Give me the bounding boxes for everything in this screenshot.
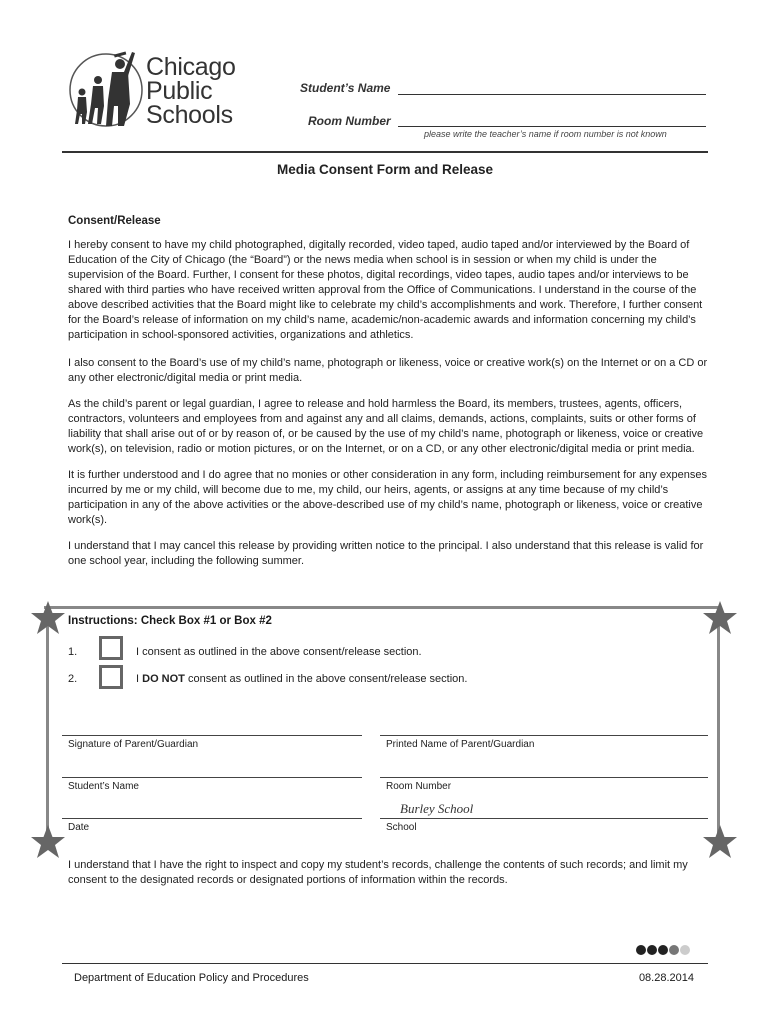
page-title: Media Consent Form and Release — [276, 162, 494, 177]
student-name-field[interactable] — [398, 94, 706, 95]
paragraph-release: As the child’s parent or legal guardian, I agree to release and hold harmless the Board, its members, trustees, agents, officers, contractors, volunteers and employees from and against any and all claims, demands, actions, complaints, suits or other forms of liability that shall arise out of or by reason of, or be caused by the use of my child’s name, photograph or likeness, voice or creative work(s), on television, radio or motion pictures, or on the Internet, or on a CD, or any other electronic/digital media or print media. — [68, 398, 704, 455]
cps-logo — [68, 44, 248, 134]
logo-line-public: Public — [146, 77, 213, 105]
room-number-signature-field[interactable] — [380, 777, 708, 778]
consent-body — [68, 214, 708, 576]
option1-number: 1. — [68, 646, 78, 658]
records-notice: I understand that I have the right to inspect and copy my student’s records, challenge the contents of such records; and limit my consent to the designated records or designated portions of information within the records. — [68, 859, 688, 886]
do-not-consent-checkbox[interactable] — [99, 665, 123, 689]
star-icon — [702, 600, 738, 636]
page-dot — [669, 945, 679, 955]
star-icon — [702, 824, 738, 860]
school-value: Burley School — [400, 801, 474, 816]
school-field[interactable] — [380, 818, 708, 819]
footer-date: 08.28.2014 — [638, 972, 694, 984]
date-label: Date — [68, 822, 90, 833]
page-dot — [647, 945, 657, 955]
instructions-box — [44, 606, 720, 839]
student-name-label: Student’s Name — [300, 81, 391, 95]
option2-number: 2. — [68, 673, 78, 685]
school-label: School — [386, 822, 417, 833]
logo-line-schools: Schools — [146, 101, 233, 129]
section-heading: Consent/Release — [68, 215, 161, 227]
option2-prefix: I — [136, 673, 143, 685]
footer-department: Department of Education Policy and Procedures — [74, 972, 309, 984]
page-dot — [658, 945, 668, 955]
paragraph-consent: I hereby consent to have my child photographed, digitally recorded, video taped, audio taped and/or interviewed by the Board of Education of the City of Chicago (the “Board”) or the news media when school is in session or when my child is under the supervision of the Board. Further, I consent for these photos, digital recordings, video tapes, audio tapes and/or interviews to be shared with third parties who have received written approval from the Office of Communications. I understand in the course of the above described activities that the Board might like to celebrate my child’s accomplishments and work. Therefore, I further consent for the Board’s release of information on my child’s name, academic/non-academic awards and information concerning my child’s participation in school-sponsored activities, organizations and athletics. — [68, 239, 703, 341]
room-number-hint: please write the teacher’s name if room number is not known — [424, 129, 667, 139]
student-name-signature-field[interactable] — [62, 777, 362, 778]
printed-name-label: Printed Name of Parent/Guardian — [386, 739, 535, 750]
star-icon — [30, 824, 66, 860]
option2-suffix: consent as outlined in the above consent/release section. — [184, 673, 468, 685]
date-field[interactable] — [62, 818, 362, 819]
paragraph-cancel: I understand that I may cancel this release by providing written notice to the principal. I also understand that this release is valid for one school year, including the following summer. — [68, 540, 704, 567]
logo-line-chicago: Chicago — [146, 53, 236, 81]
parent-signature-field[interactable] — [62, 735, 362, 736]
consent-checkbox[interactable] — [99, 636, 123, 660]
parent-signature-label: Signature of Parent/Guardian — [68, 739, 199, 750]
paragraph-internet: I also consent to the Board’s use of my child’s name, photograph or likeness, voice or creative work(s) on the Internet or on a CD or any other electronic/digital media or print media. — [68, 357, 708, 384]
paragraph-monies: It is further understood and I do agree that no monies or other consideration in any form, including reimbursement for any expenses incurred by me or my child, will become due to me, my child, our heirs, agents, or assigns at any time because of my child’s participation in any of the above activities or the above-described use of my child’s name, photograph or likeness, voice or creative work(s). — [68, 469, 707, 526]
instructions-box-left-edge — [46, 618, 49, 842]
instructions-box-right-edge — [717, 618, 720, 842]
page-dot — [636, 945, 646, 955]
header-divider — [62, 151, 708, 153]
option1-text: I consent as outlined in the above consent/release section. — [136, 646, 422, 658]
option2-bold: DO NOT — [142, 673, 185, 685]
room-number-signature-label: Room Number — [386, 781, 452, 792]
star-icon — [30, 600, 66, 636]
room-number-field[interactable] — [398, 126, 706, 127]
printed-name-field[interactable] — [380, 735, 708, 736]
instructions-heading: Instructions: Check Box #1 or Box #2 — [68, 615, 272, 627]
option2-text — [136, 672, 467, 687]
footer-divider — [62, 963, 708, 964]
logo-figures-icon — [68, 44, 148, 134]
room-number-label: Room Number — [308, 114, 391, 128]
student-name-signature-label: Student’s Name — [68, 781, 139, 792]
page-indicator — [636, 942, 691, 960]
page-dot — [680, 945, 690, 955]
